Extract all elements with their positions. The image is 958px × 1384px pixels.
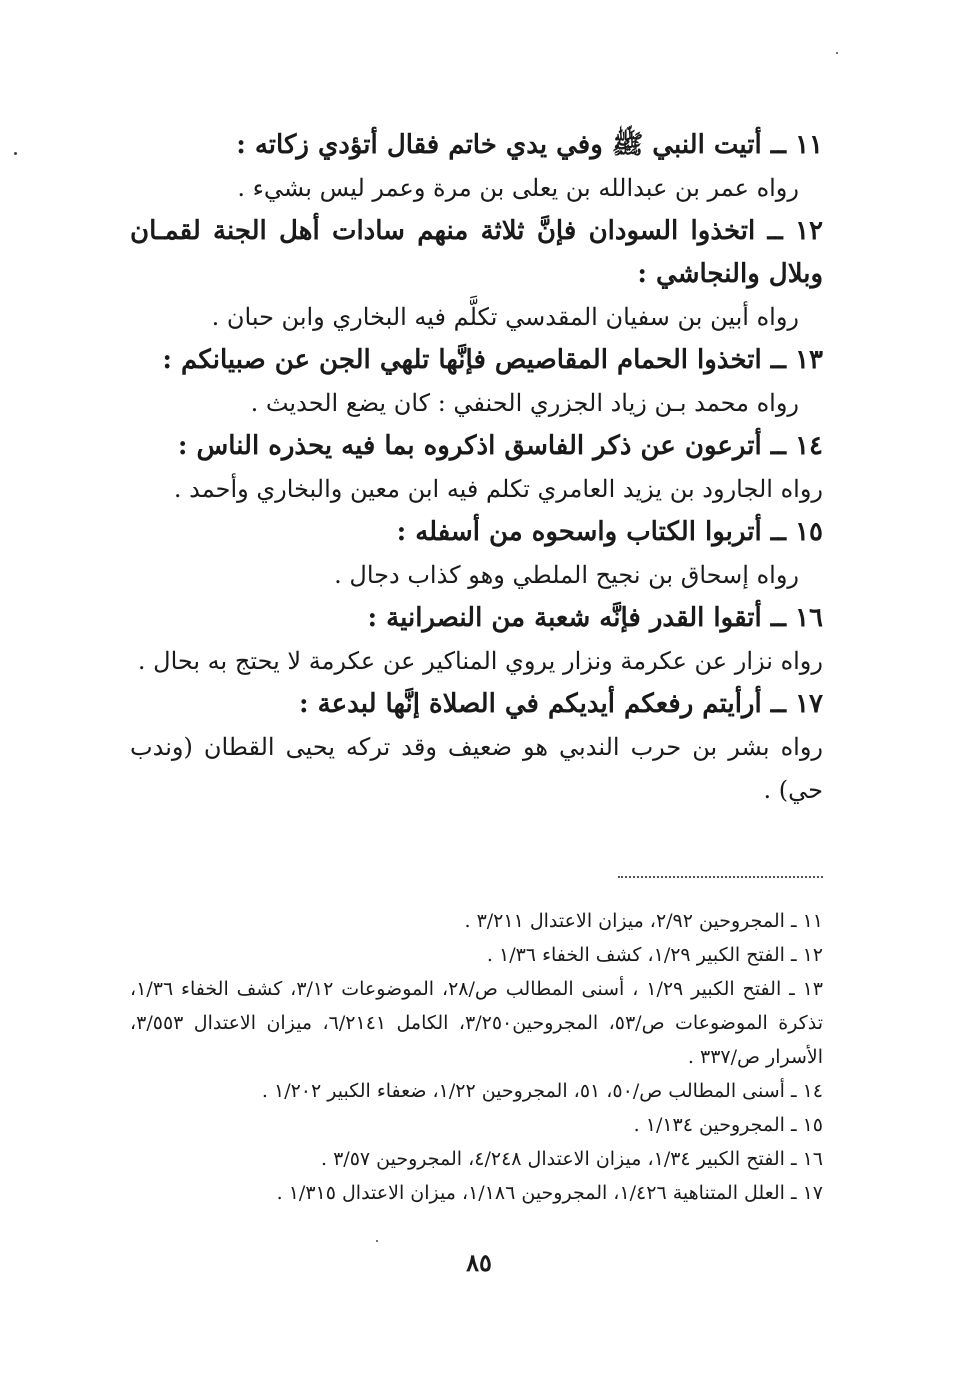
narration-text: رواه محمد بـن زياد الجزري الحنفي : كان يضع الحديث .: [250, 389, 799, 417]
narration-text: رواه أبين بن سفيان المقدسي تكلَّم فيه البخاري وابن حبان .: [211, 303, 799, 331]
scan-speck: [836, 52, 838, 54]
footnotes: [130, 904, 823, 1210]
hadith-entry-15: [130, 511, 823, 597]
entry-number: ١٤ ــ: [770, 431, 823, 461]
hadith-heading: [130, 425, 823, 468]
entry-number: ١٣ ــ: [770, 345, 823, 375]
hadith-entry-12: [130, 210, 823, 339]
entry-number: ١٥ ــ: [770, 517, 823, 547]
entry-number: ١٦ ــ: [770, 603, 823, 633]
entry-number: ١١ ــ: [770, 130, 823, 160]
footnote: ١٢ ـ الفتح الكبير ١/٢٩، كشف الخفاء ١/٣٦ .: [486, 944, 823, 966]
hadith-text: اتخذوا السودان فإنَّ ثلاثة منهم سادات أهل الجنة لقمـان وبلال والنجاشي :: [130, 216, 823, 289]
hadith-heading: [130, 597, 823, 640]
hadith-text: أتقوا القدر فإنَّه شعبة من النصرانية :: [367, 603, 762, 633]
footnote: ١٤ ـ أسنى المطالب ص/٥٠، ٥١، المجروحين ١/٢٢، ضعفاء الكبير ١/٢٠٢ .: [261, 1080, 823, 1102]
hadith-heading: [130, 511, 823, 554]
footnote: ١٦ ـ الفتح الكبير ١/٣٤، ميزان الاعتدال ٤/٢٤٨، المجروحين ٣/٥٧ .: [321, 1148, 823, 1170]
hadith-text: أترعون عن ذكر الفاسق اذكروه بما فيه يحذره الناس :: [177, 431, 762, 461]
narration-text: رواه بشر بن حرب الندبي هو ضعيف وقد تركه يحيى القطان (وندب حي) .: [130, 733, 823, 804]
narration-text: رواه الجارود بن يزيد العامري تكلم فيه ابن معين والبخاري وأحمد .: [173, 475, 823, 503]
hadith-text: أتربوا الكتاب واسحوه من أسفله :: [396, 517, 762, 547]
hadith-heading: [130, 210, 823, 296]
hadith-heading: [130, 339, 823, 382]
narration-text: رواه عمر بن عبدالله بن يعلى بن مرة وعمر ليس بشيء .: [237, 174, 799, 202]
footnote: ١١ ـ المجروحين ٢/٩٢، ميزان الاعتدال ٣/٢١١ .: [464, 910, 823, 932]
page-number: ٨٥: [466, 1248, 492, 1277]
footnote: ١٣ ـ الفتح الكبير ١/٢٩ ، أسنى المطالب ص/٢٨، الموضوعات ٣/١٢، كشف الخفاء ١/٣٦، تذكرة الموضوعات ص/٥٣، المجروحين٣/٢٥٠، الكامل ٦/٢١٤١، ميزان الاعتدال ٣/٥٥٣، الأسرار ص/٣٣٧ .: [130, 978, 823, 1068]
hadith-list: [130, 124, 823, 812]
hadith-heading: [130, 683, 823, 726]
footnote: ١٥ ـ المجروحين ١/١٣٤ .: [633, 1114, 823, 1136]
footnote: ١٧ ـ العلل المتناهية ١/٤٢٦، المجروحين ١/١٨٦، ميزان الاعتدال ١/٣١٥ .: [276, 1182, 823, 1204]
scan-speck: [14, 152, 17, 155]
hadith-entry-17: [130, 683, 823, 812]
entry-number: ١٢ ــ: [767, 216, 824, 246]
hadith-text: أتيت النبي ﷺ وفي يدي خاتم فقال أتؤدي زكاته :: [236, 130, 762, 160]
hadith-entry-11: [130, 124, 823, 210]
narration-text: رواه إسحاق بن نجيح الملطي وهو كذاب دجال .: [334, 561, 799, 589]
hadith-text: اتخذوا الحمام المقاصيص فإنَّها تلهي الجن عن صبيانكم :: [162, 345, 762, 375]
hadith-heading: [130, 124, 823, 167]
hadith-entry-16: [130, 597, 823, 683]
narration-text: رواه نزار عن عكرمة ونزار يروي المناكير عن عكرمة لا يحتج به بحال .: [137, 647, 823, 675]
hadith-entry-14: [130, 425, 823, 511]
entry-number: ١٧ ــ: [770, 689, 823, 719]
hadith-text: أرأيتم رفعكم أيديكم في الصلاة إنَّها لبدعة :: [298, 689, 762, 719]
scan-speck: [376, 1240, 378, 1242]
hadith-entry-13: [130, 339, 823, 425]
footnote-separator: [618, 876, 823, 878]
